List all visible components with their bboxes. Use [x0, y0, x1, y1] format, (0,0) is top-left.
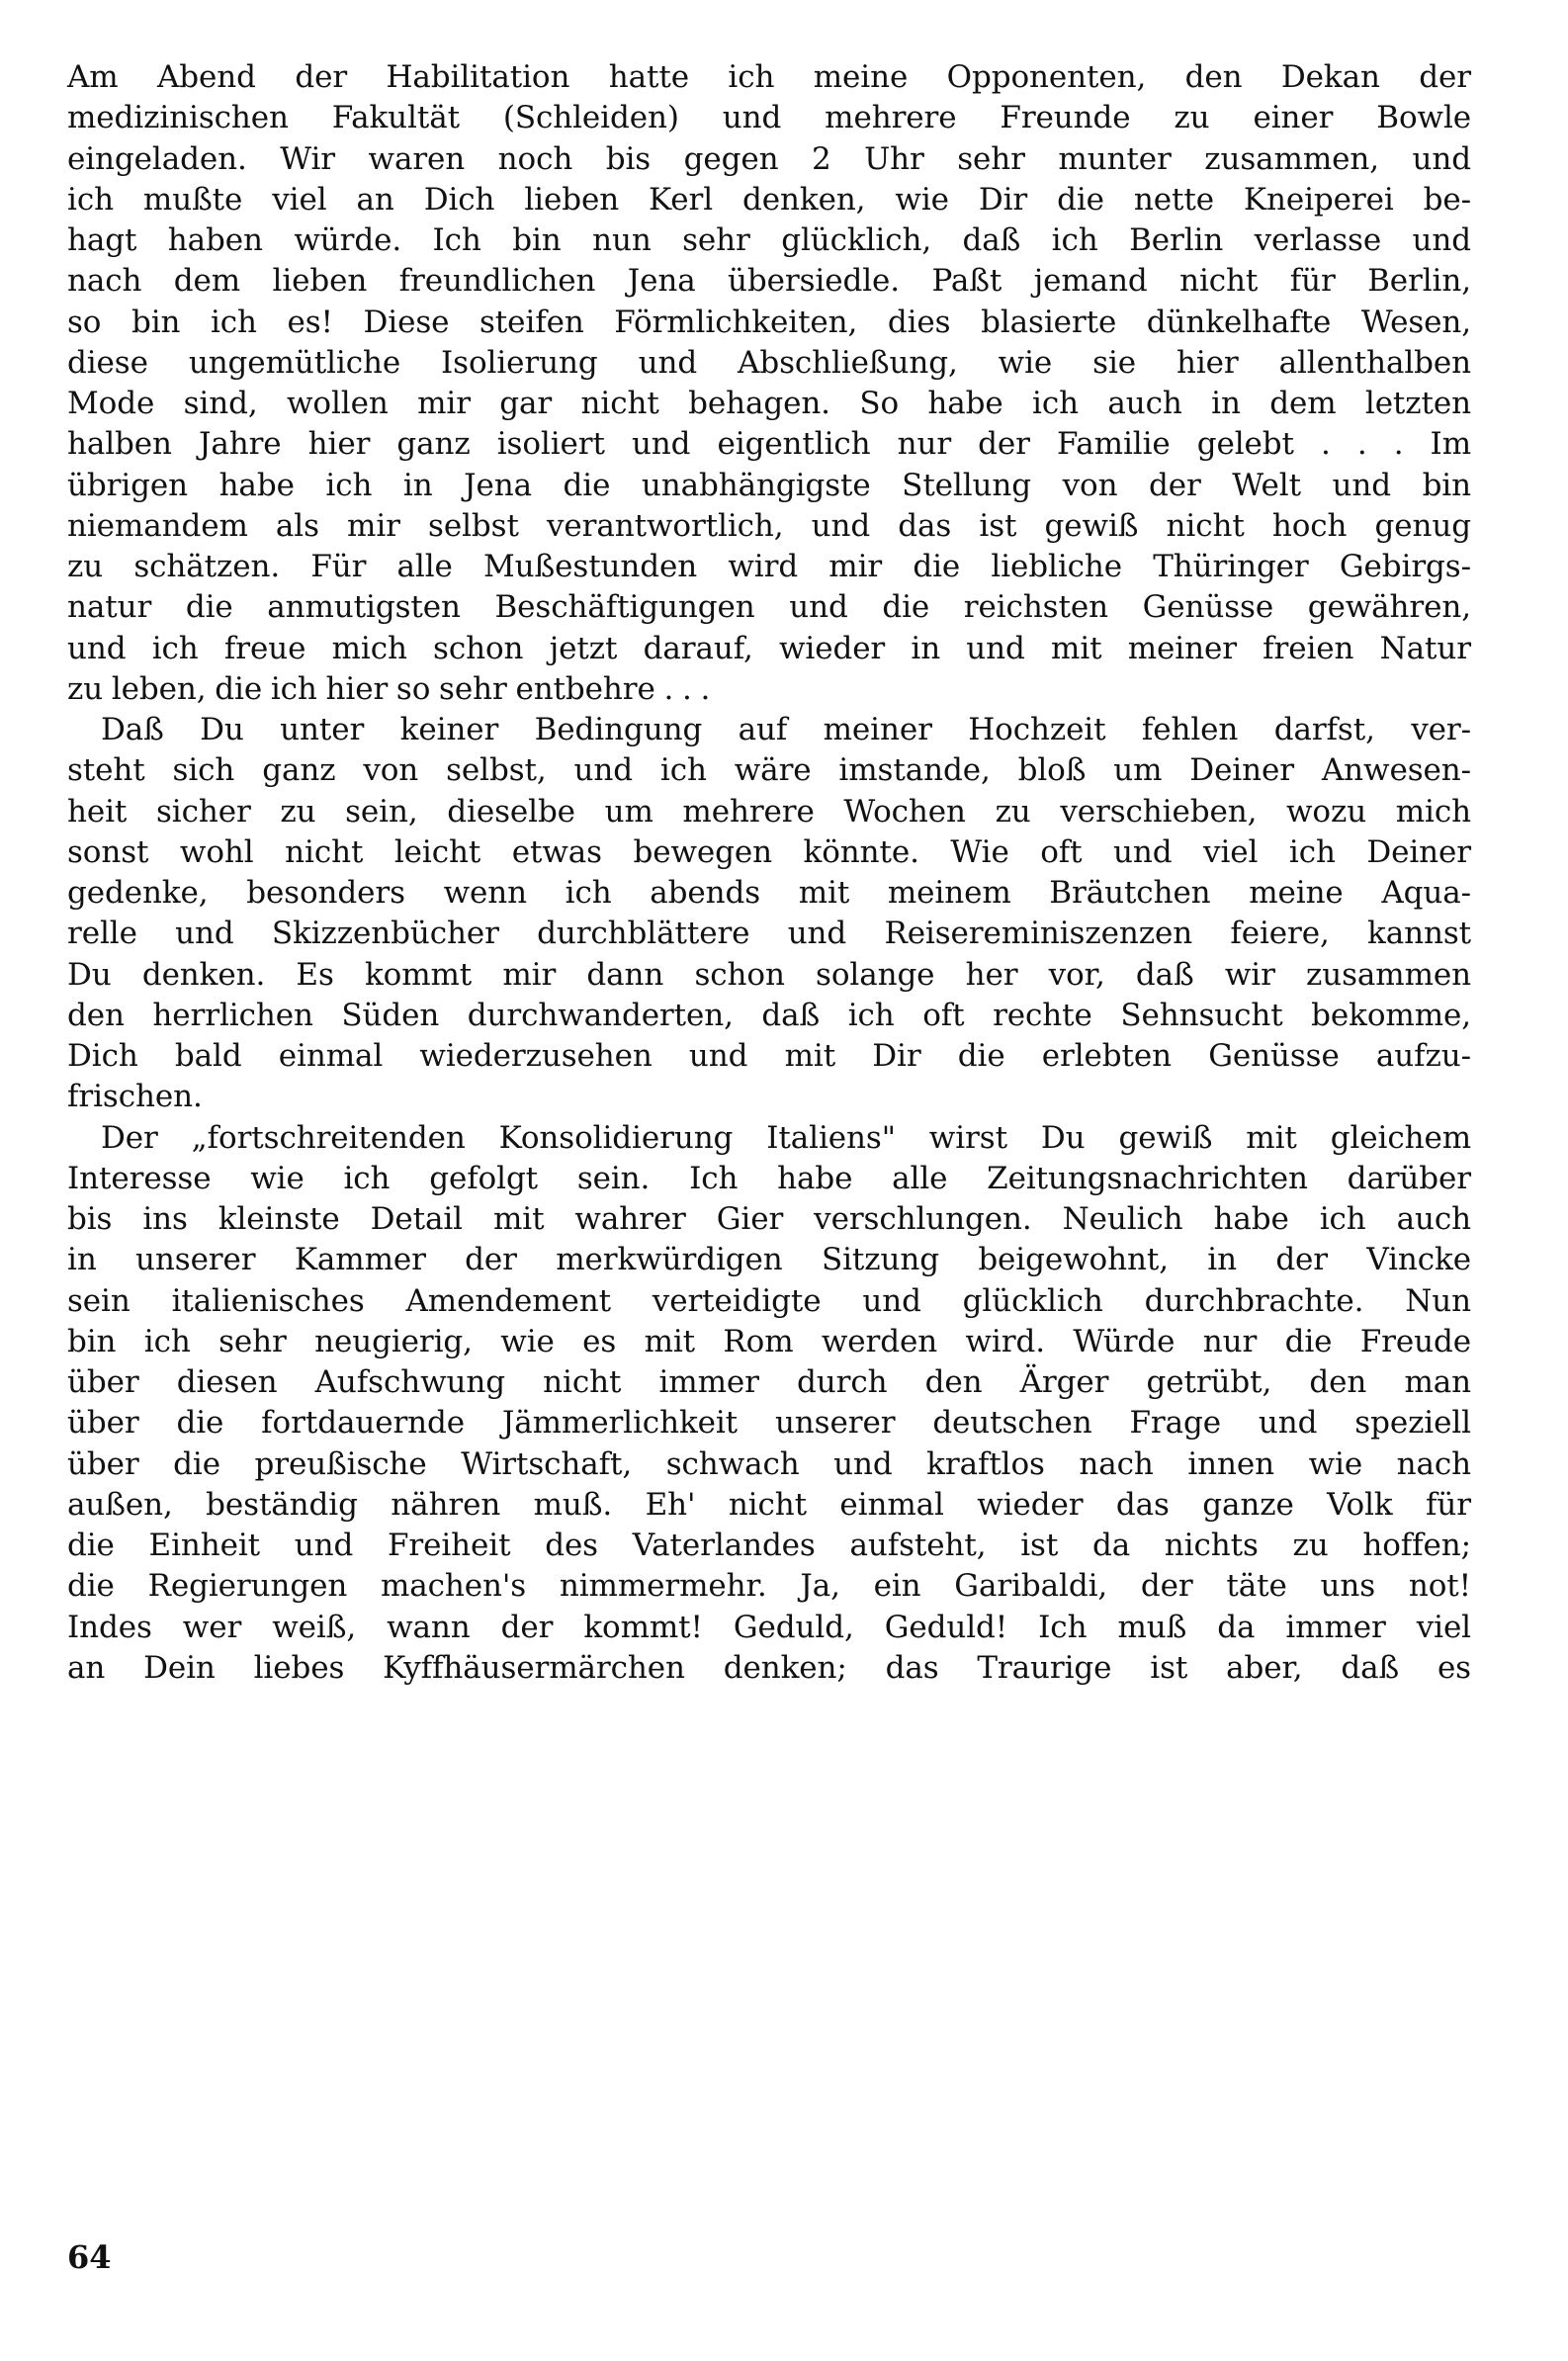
text-line: nach dem lieben freundlichen Jena übersiedle. Paßt jemand nicht für Berlin,	[67, 263, 1471, 300]
paragraph	[67, 710, 1471, 1118]
text-line: eingeladen. Wir waren noch bis gegen 2 Uhr sehr munter zusammen, und	[67, 140, 1471, 177]
paragraph	[67, 1118, 1471, 1690]
text-line: medizinischen Fakultät (Schleiden) und mehrere Freunde zu einer Bowle	[67, 100, 1471, 136]
text-line: außen, beständig nähren muß. Eh' nicht einmal wieder das ganze Volk für	[67, 1486, 1471, 1523]
text-line: über die fortdauernde Jämmerlichkeit unserer deutschen Frage und speziell	[67, 1405, 1471, 1442]
text-line: ich mußte viel an Dich lieben Kerl denken, wie Dir die nette Kneiperei be-	[67, 181, 1471, 218]
text-line: Du denken. Es kommt mir dann schon solange her vor, daß wir zusammen	[67, 956, 1471, 993]
text-line: gedenke, besonders wenn ich abends mit meinem Bräutchen meine Aqua-	[67, 875, 1471, 911]
text-line: über die preußische Wirtschaft, schwach und kraftlos nach innen wie nach	[67, 1445, 1471, 1482]
text-line: Mode sind, wollen mir gar nicht behagen. So habe ich auch in dem letzten	[67, 386, 1471, 421]
body-text	[67, 57, 1471, 1689]
text-line: heit sicher zu sein, dieselbe um mehrere Wochen zu verschieben, wozu mich	[67, 793, 1471, 830]
text-line: Am Abend der Habilitation hatte ich meine Opponenten, den Dekan der	[67, 59, 1471, 95]
text-line: sonst wohl nicht leicht etwas bewegen könnte. Wie oft und viel ich Deiner	[67, 833, 1471, 870]
text-line: bin ich sehr neugierig, wie es mit Rom werden wird. Würde nur die Freude	[67, 1323, 1471, 1359]
text-line: Indes wer weiß, wann der kommt! Geduld, Geduld! Ich muß da immer viel	[67, 1609, 1471, 1645]
text-line: zu leben, die ich hier so sehr entbehre . . .	[67, 670, 711, 707]
paragraph	[67, 57, 1471, 710]
text-line: und ich freue mich schon jetzt darauf, wieder in und mit meiner freien Natur	[67, 630, 1471, 666]
text-line: Der „fortschreitenden Konsolidierung Italiens" wirst Du gewiß mit gleichem	[101, 1119, 1471, 1156]
text-line: so bin ich es! Diese steifen Förmlichkeiten, dies blasierte dünkelhafte Wesen,	[67, 304, 1471, 340]
text-line: steht sich ganz von selbst, und ich wäre imstande, bloß um Deiner Anwesen-	[67, 752, 1471, 789]
text-line: über diesen Aufschwung nicht immer durch den Ärger getrübt, den man	[67, 1364, 1471, 1400]
text-line: Dich bald einmal wiederzusehen und mit Dir die erlebten Genüsse aufzu-	[67, 1038, 1471, 1074]
text-line: in unserer Kammer der merkwürdigen Sitzung beigewohnt, in der Vincke	[67, 1242, 1471, 1278]
text-line: bis ins kleinste Detail mit wahrer Gier verschlungen. Neulich habe ich auch	[67, 1201, 1471, 1237]
text-line: niemandem als mir selbst verantwortlich, und das ist gewiß nicht hoch genug	[67, 507, 1471, 544]
text-line: sein italienisches Amendement verteidigte und glücklich durchbrachte. Nun	[67, 1282, 1471, 1319]
text-line: übrigen habe ich in Jena die unabhängigste Stellung von der Welt und bin	[67, 467, 1471, 503]
text-line: diese ungemütliche Isolierung und Abschließung, wie sie hier allenthalben	[67, 344, 1471, 381]
page-number: 64	[67, 2238, 112, 2276]
text-line: die Einheit und Freiheit des Vaterlandes aufsteht, ist da nichts zu hoffen;	[67, 1528, 1471, 1563]
text-line: frischen.	[67, 1079, 203, 1115]
text-line: den herrlichen Süden durchwanderten, daß ich oft rechte Sehnsucht bekomme,	[67, 997, 1471, 1033]
text-line: natur die anmutigsten Beschäftigungen und die reichsten Genüsse gewähren,	[67, 589, 1471, 626]
text-line: zu schätzen. Für alle Mußestunden wird mir die liebliche Thüringer Gebirgs-	[67, 549, 1471, 584]
text-line: Interesse wie ich gefolgt sein. Ich habe alle Zeitungsnachrichten darüber	[67, 1160, 1471, 1196]
text-line: die Regierungen machen's nimmermehr. Ja, ein Garibaldi, der täte uns not!	[67, 1568, 1471, 1605]
text-line: Daß Du unter keiner Bedingung auf meiner Hochzeit fehlen darfst, ver-	[101, 712, 1471, 747]
text-line: hagt haben würde. Ich bin nun sehr glücklich, daß ich Berlin verlasse und	[67, 222, 1471, 258]
text-line: relle und Skizzenbücher durchblättere und Reisereminiszenzen feiere, kannst	[67, 916, 1471, 952]
text-line: halben Jahre hier ganz isoliert und eigentlich nur der Familie gelebt . . . Im	[67, 426, 1471, 463]
text-line: an Dein liebes Kyffhäusermärchen denken; das Traurige ist aber, daß es	[67, 1649, 1471, 1686]
